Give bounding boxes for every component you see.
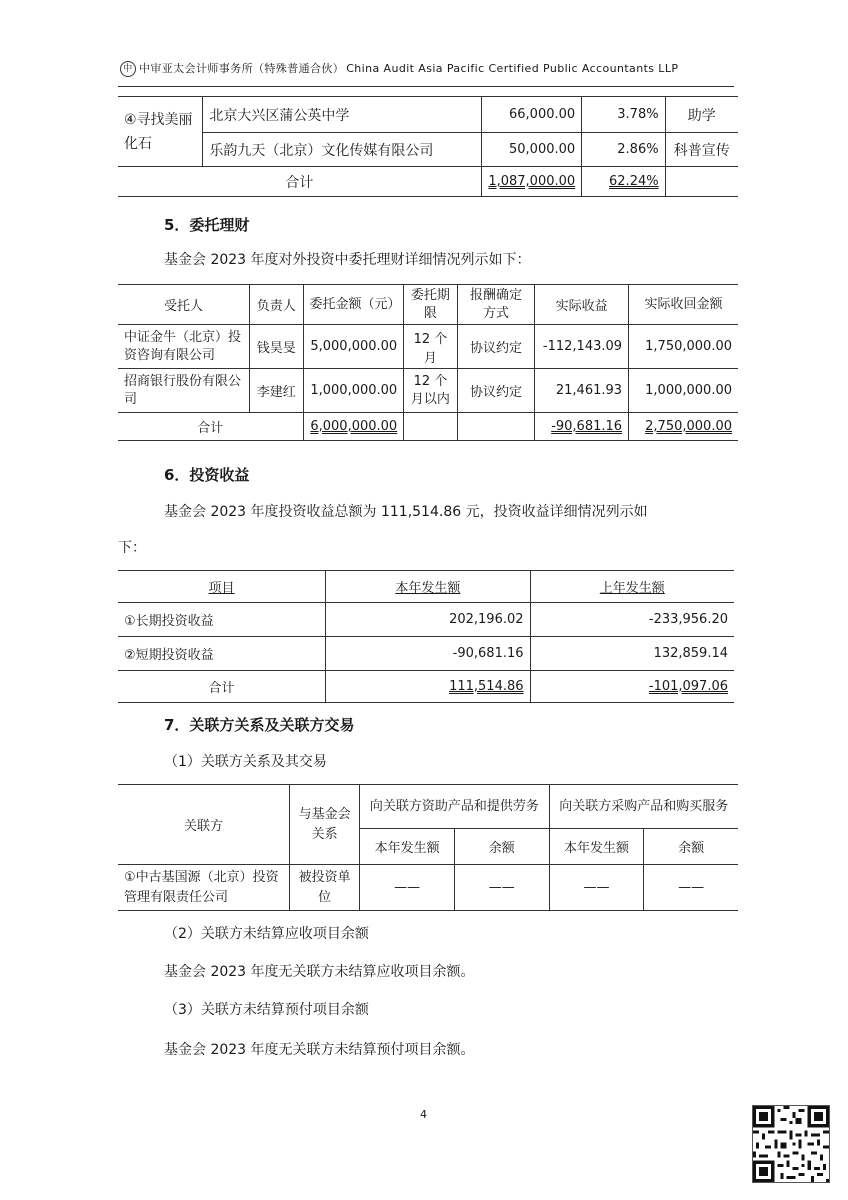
group-label: ④寻找美丽化石 [118,97,203,167]
sub-text: 基金会 2023 年度无关联方未结算应收项目余额。 [164,964,475,980]
qr-code-icon [752,1105,830,1183]
donation-table [118,96,738,197]
table-cell: 66,000.00 [481,97,581,133]
page-number: 4 [420,1108,427,1121]
table-cell: 科普宣传 [665,133,738,167]
table-cell: -233,956.20 [530,603,734,637]
header-rule [118,86,734,87]
firm-logo-icon: 中 [120,61,136,77]
table-cell: 被投资单位 [290,865,360,911]
col-header: 委托金额（元） [303,285,404,325]
total-current: 111,514.86 [449,679,524,694]
sub-heading: （3）关联方未结算预付项目余额 [164,1002,369,1018]
col-header: 余额 [644,829,738,865]
total-pct: 62.24% [609,174,659,189]
col-header: 关联方 [118,785,290,865]
section-intro: 基金会 2023 年度对外投资中委托理财详细情况列示如下： [164,252,531,268]
table-cell: 助学 [665,97,738,133]
col-header: 实际收益 [535,285,629,325]
col-header: 报酬确定方式 [457,285,535,325]
entrusted-finance-table [118,284,738,441]
table-cell: 1,000,000.00 [303,369,404,413]
total-label: 合计 [118,413,303,441]
section-heading: 5．委托理财 [164,216,250,234]
table-cell: 132,859.14 [530,637,734,671]
table-cell: 202,196.02 [326,603,530,637]
table-cell: 50,000.00 [481,133,581,167]
table-cell: 协议约定 [457,369,535,413]
sub-heading: （1）关联方关系及其交易 [164,754,327,770]
table-cell: 12 个月 [404,325,457,369]
table-cell: 1,750,000.00 [629,325,738,369]
col-header: 余额 [454,829,549,865]
col-header: 负责人 [250,285,303,325]
section-intro-cont: 下： [118,540,146,556]
table-cell: —— [454,865,549,911]
col-header: 项目 [118,571,326,603]
table-cell: -112,143.09 [535,325,629,369]
table-cell: 1,000,000.00 [629,369,738,413]
col-header: 与基金会关系 [290,785,360,865]
table-cell: 招商银行股份有限公司 [118,369,250,413]
section-intro: 基金会 2023 年度投资收益总额为 111,514.86 元，投资收益详细情况列示如 [164,504,648,520]
col-header: 本年发生额 [360,829,455,865]
total-recovered: 2,750,000.00 [645,419,732,434]
page-header [120,60,730,77]
total-income: -90,681.16 [551,419,623,434]
col-header: 受托人 [118,285,250,325]
table-cell: 北京大兴区蒲公英中学 [203,97,481,133]
total-label: 合计 [118,167,481,197]
col-header: 本年发生额 [326,571,530,603]
table-cell: 乐韵九天（北京）文化传媒有限公司 [203,133,481,167]
col-header: 上年发生额 [530,571,734,603]
section-heading: 6．投资收益 [164,466,250,484]
col-header: 本年发生额 [549,829,644,865]
table-cell: ①中古基国源（北京）投资管理有限责任公司 [118,865,290,911]
firm-name-cn: 中审亚太会计师事务所（特殊普通合伙） [139,62,345,75]
table-cell: -90,681.16 [326,637,530,671]
table-cell: —— [644,865,738,911]
total-amount: 6,000,000.00 [310,419,398,434]
total-prior: -101,097.06 [648,679,728,694]
total-label: 合计 [118,671,326,703]
table-cell: 协议约定 [457,325,535,369]
col-group-header: 向关联方采购产品和购买服务 [549,785,738,829]
section-heading: 7．关联方关系及关联方交易 [164,716,355,734]
col-header: 委托期限 [404,285,457,325]
table-cell: 李建红 [250,369,303,413]
table-cell: 2.86% [582,133,665,167]
related-party-table [118,784,738,911]
table-cell: 5,000,000.00 [303,325,404,369]
table-cell: —— [360,865,455,911]
table-cell: 3.78% [582,97,665,133]
sub-text: 基金会 2023 年度无关联方未结算预付项目余额。 [164,1042,475,1058]
col-group-header: 向关联方资助产品和提供劳务 [360,785,549,829]
investment-income-table [118,570,734,703]
firm-name-en: China Audit Asia Pacific Certified Public Accountants LLP [346,62,679,75]
table-cell: ①长期投资收益 [118,603,326,637]
total-amount: 1,087,000.00 [488,174,576,189]
table-cell: —— [549,865,644,911]
col-header: 实际收回金额 [629,285,738,325]
table-cell: 12 个月以内 [404,369,457,413]
sub-heading: （2）关联方未结算应收项目余额 [164,926,369,942]
table-cell: 21,461.93 [535,369,629,413]
table-cell: 钱昊旻 [250,325,303,369]
table-cell: 中证金牛（北京）投资咨询有限公司 [118,325,250,369]
table-cell: ②短期投资收益 [118,637,326,671]
